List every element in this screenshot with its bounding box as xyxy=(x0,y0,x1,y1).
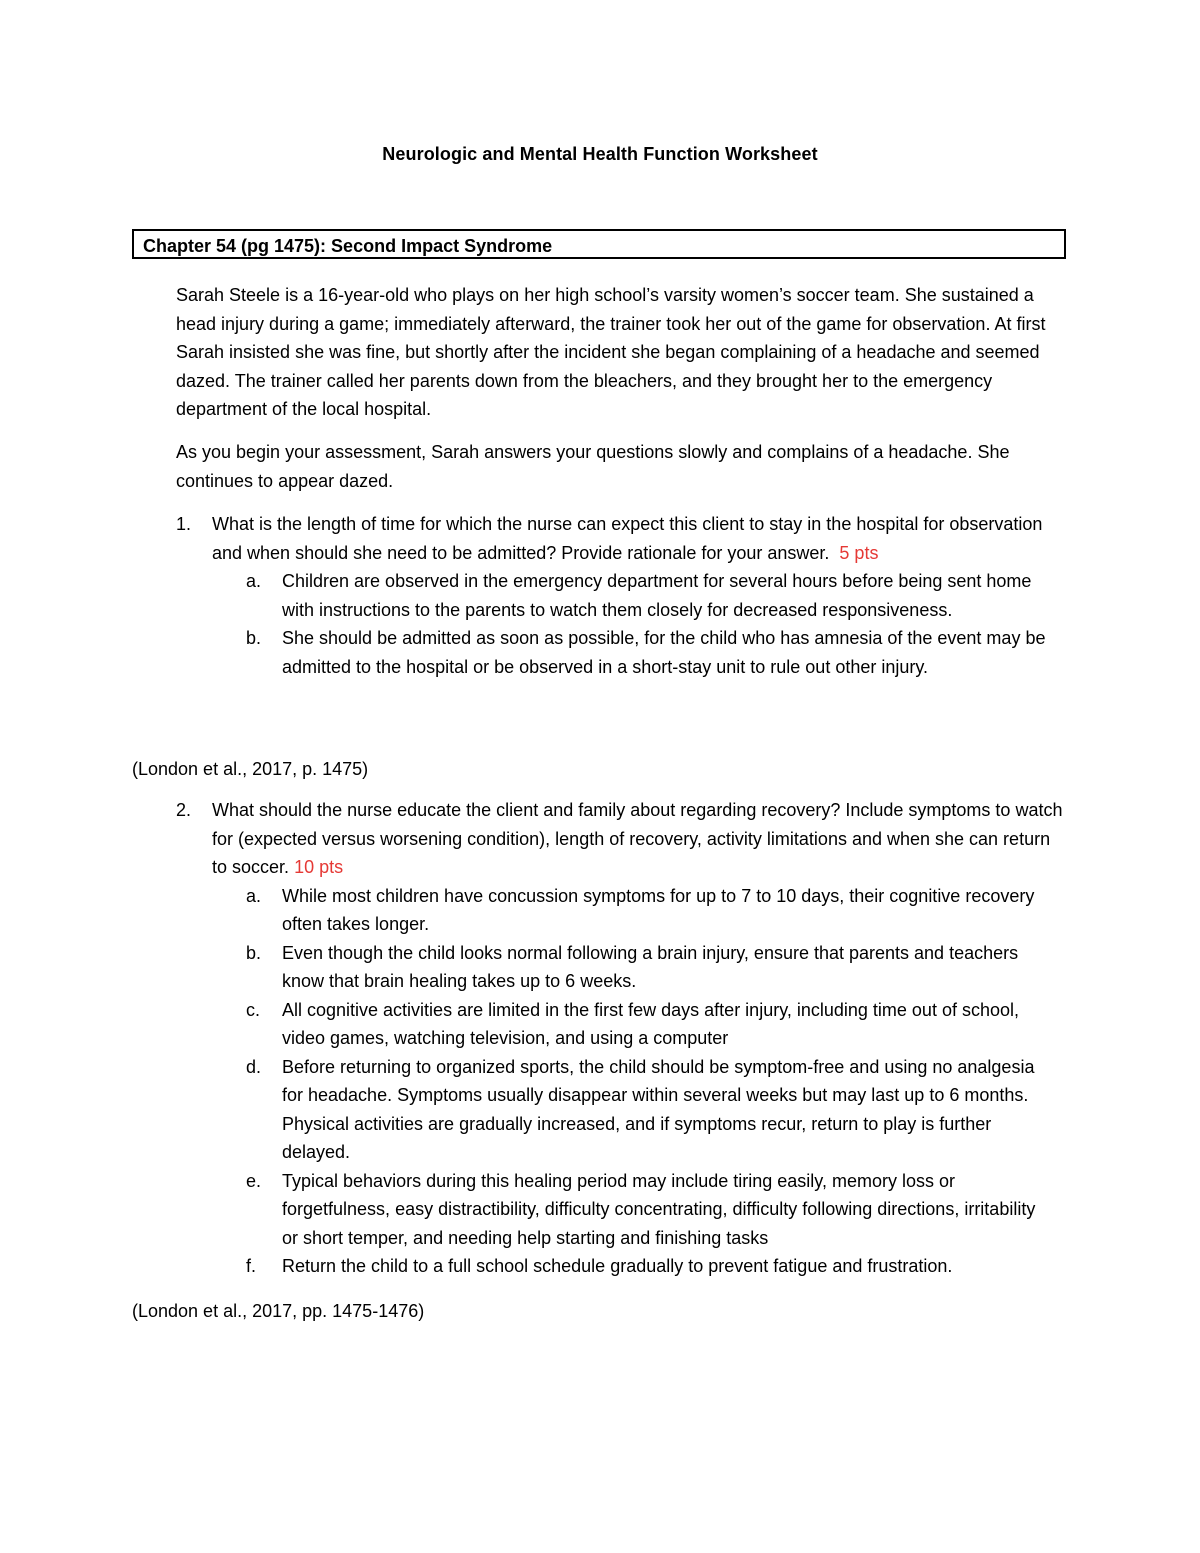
answer-list xyxy=(176,567,1066,681)
answer-text: Before returning to organized sports, the child should be symptom-free and using no analgesia for headache. Symptoms usually disappear within several weeks but may last up to 6 months. Physical activities are gradually increased, and if symptoms recur, return to play is further delayed. xyxy=(282,1056,1035,1162)
points-label: 10 pts xyxy=(294,857,344,877)
question-text xyxy=(212,796,1066,882)
points-label: 5 pts xyxy=(839,542,879,563)
question-number: 1. xyxy=(176,514,192,534)
question-number: 2. xyxy=(176,800,192,820)
answer-item xyxy=(176,996,1066,1053)
answer-item xyxy=(176,882,1066,939)
chapter-heading: Chapter 54 (pg 1475): Second Impact Syndrome xyxy=(132,229,1066,259)
answer-letter: f. xyxy=(246,1256,257,1276)
answer-letter: a. xyxy=(246,885,262,906)
citation-2: (London et al., 2017, pp. 1475-1476) xyxy=(132,1301,425,1321)
answer-text: While most children have concussion symptoms for up to 7 to 10 days, their cognitive recovery often takes longer. xyxy=(282,885,1035,934)
answer-letter: c. xyxy=(246,999,261,1020)
answer-item xyxy=(176,939,1066,996)
case-paragraph-2: As you begin your assessment, Sarah answers your questions slowly and complains of a headache. She continues to appear dazed. xyxy=(176,442,1010,491)
answer-item xyxy=(176,1252,1066,1281)
question-text xyxy=(212,510,1066,567)
question-2 xyxy=(176,796,1066,1281)
answer-letter: e. xyxy=(246,1170,262,1191)
answer-item xyxy=(176,624,1066,681)
answer-text: Return the child to a full school schedule gradually to prevent fatigue and frustration. xyxy=(282,1256,953,1276)
question-prompt: What should the nurse educate the client and family about regarding recovery? Include symptoms to watch for (expected versus worsening condition), length of recovery, activity limitations and when she can return to soccer. xyxy=(212,800,1063,877)
answer-text: Even though the child looks normal following a brain injury, ensure that parents and teachers know that brain healing takes up to 6 weeks. xyxy=(282,942,1019,991)
answer-letter: b. xyxy=(246,628,262,648)
question-1 xyxy=(176,510,1066,681)
answer-list xyxy=(176,882,1066,1281)
answer-text: All cognitive activities are limited in the first few days after injury, including time out of school, video games, watching television, and using a computer xyxy=(282,999,1019,1048)
answer-text: Typical behaviors during this healing period may include tiring easily, memory loss or forgetfulness, easy distractibility, difficulty concentrating, difficulty following directions, irritability or short temper, and needing help starting and finishing tasks xyxy=(282,1170,1036,1248)
answer-letter: d. xyxy=(246,1056,262,1077)
citation-1: (London et al., 2017, p. 1475) xyxy=(132,759,369,779)
answer-text: Children are observed in the emergency department for several hours before being sent home with instructions to the parents to watch them closely for decreased responsiveness. xyxy=(282,571,1032,620)
answer-letter: b. xyxy=(246,942,262,963)
answer-item xyxy=(176,1053,1066,1167)
answer-item xyxy=(176,1167,1066,1253)
page-title: Neurologic and Mental Health Function Worksheet xyxy=(382,144,818,164)
question-prompt: What is the length of time for which the nurse can expect this client to stay in the hospital for observation and when should she need to be admitted? Provide rationale for your answer. xyxy=(212,514,1043,563)
answer-item xyxy=(176,567,1066,624)
answer-letter: a. xyxy=(246,571,262,591)
case-paragraph-1: Sarah Steele is a 16-year-old who plays on her high school’s varsity women’s soccer team. She sustained a head injury during a game; immediately afterward, the trainer took her out of the game for observation. At first Sarah insisted she was fine, but shortly after the incident she began complaining of a headache and seemed dazed. The trainer called her parents down from the bleachers, and they brought her to the emergency department of the local hospital. xyxy=(176,285,1046,419)
answer-text: She should be admitted as soon as possible, for the child who has amnesia of the event may be admitted to the hospital or be observed in a short-stay unit to rule out other injury. xyxy=(282,628,1046,677)
